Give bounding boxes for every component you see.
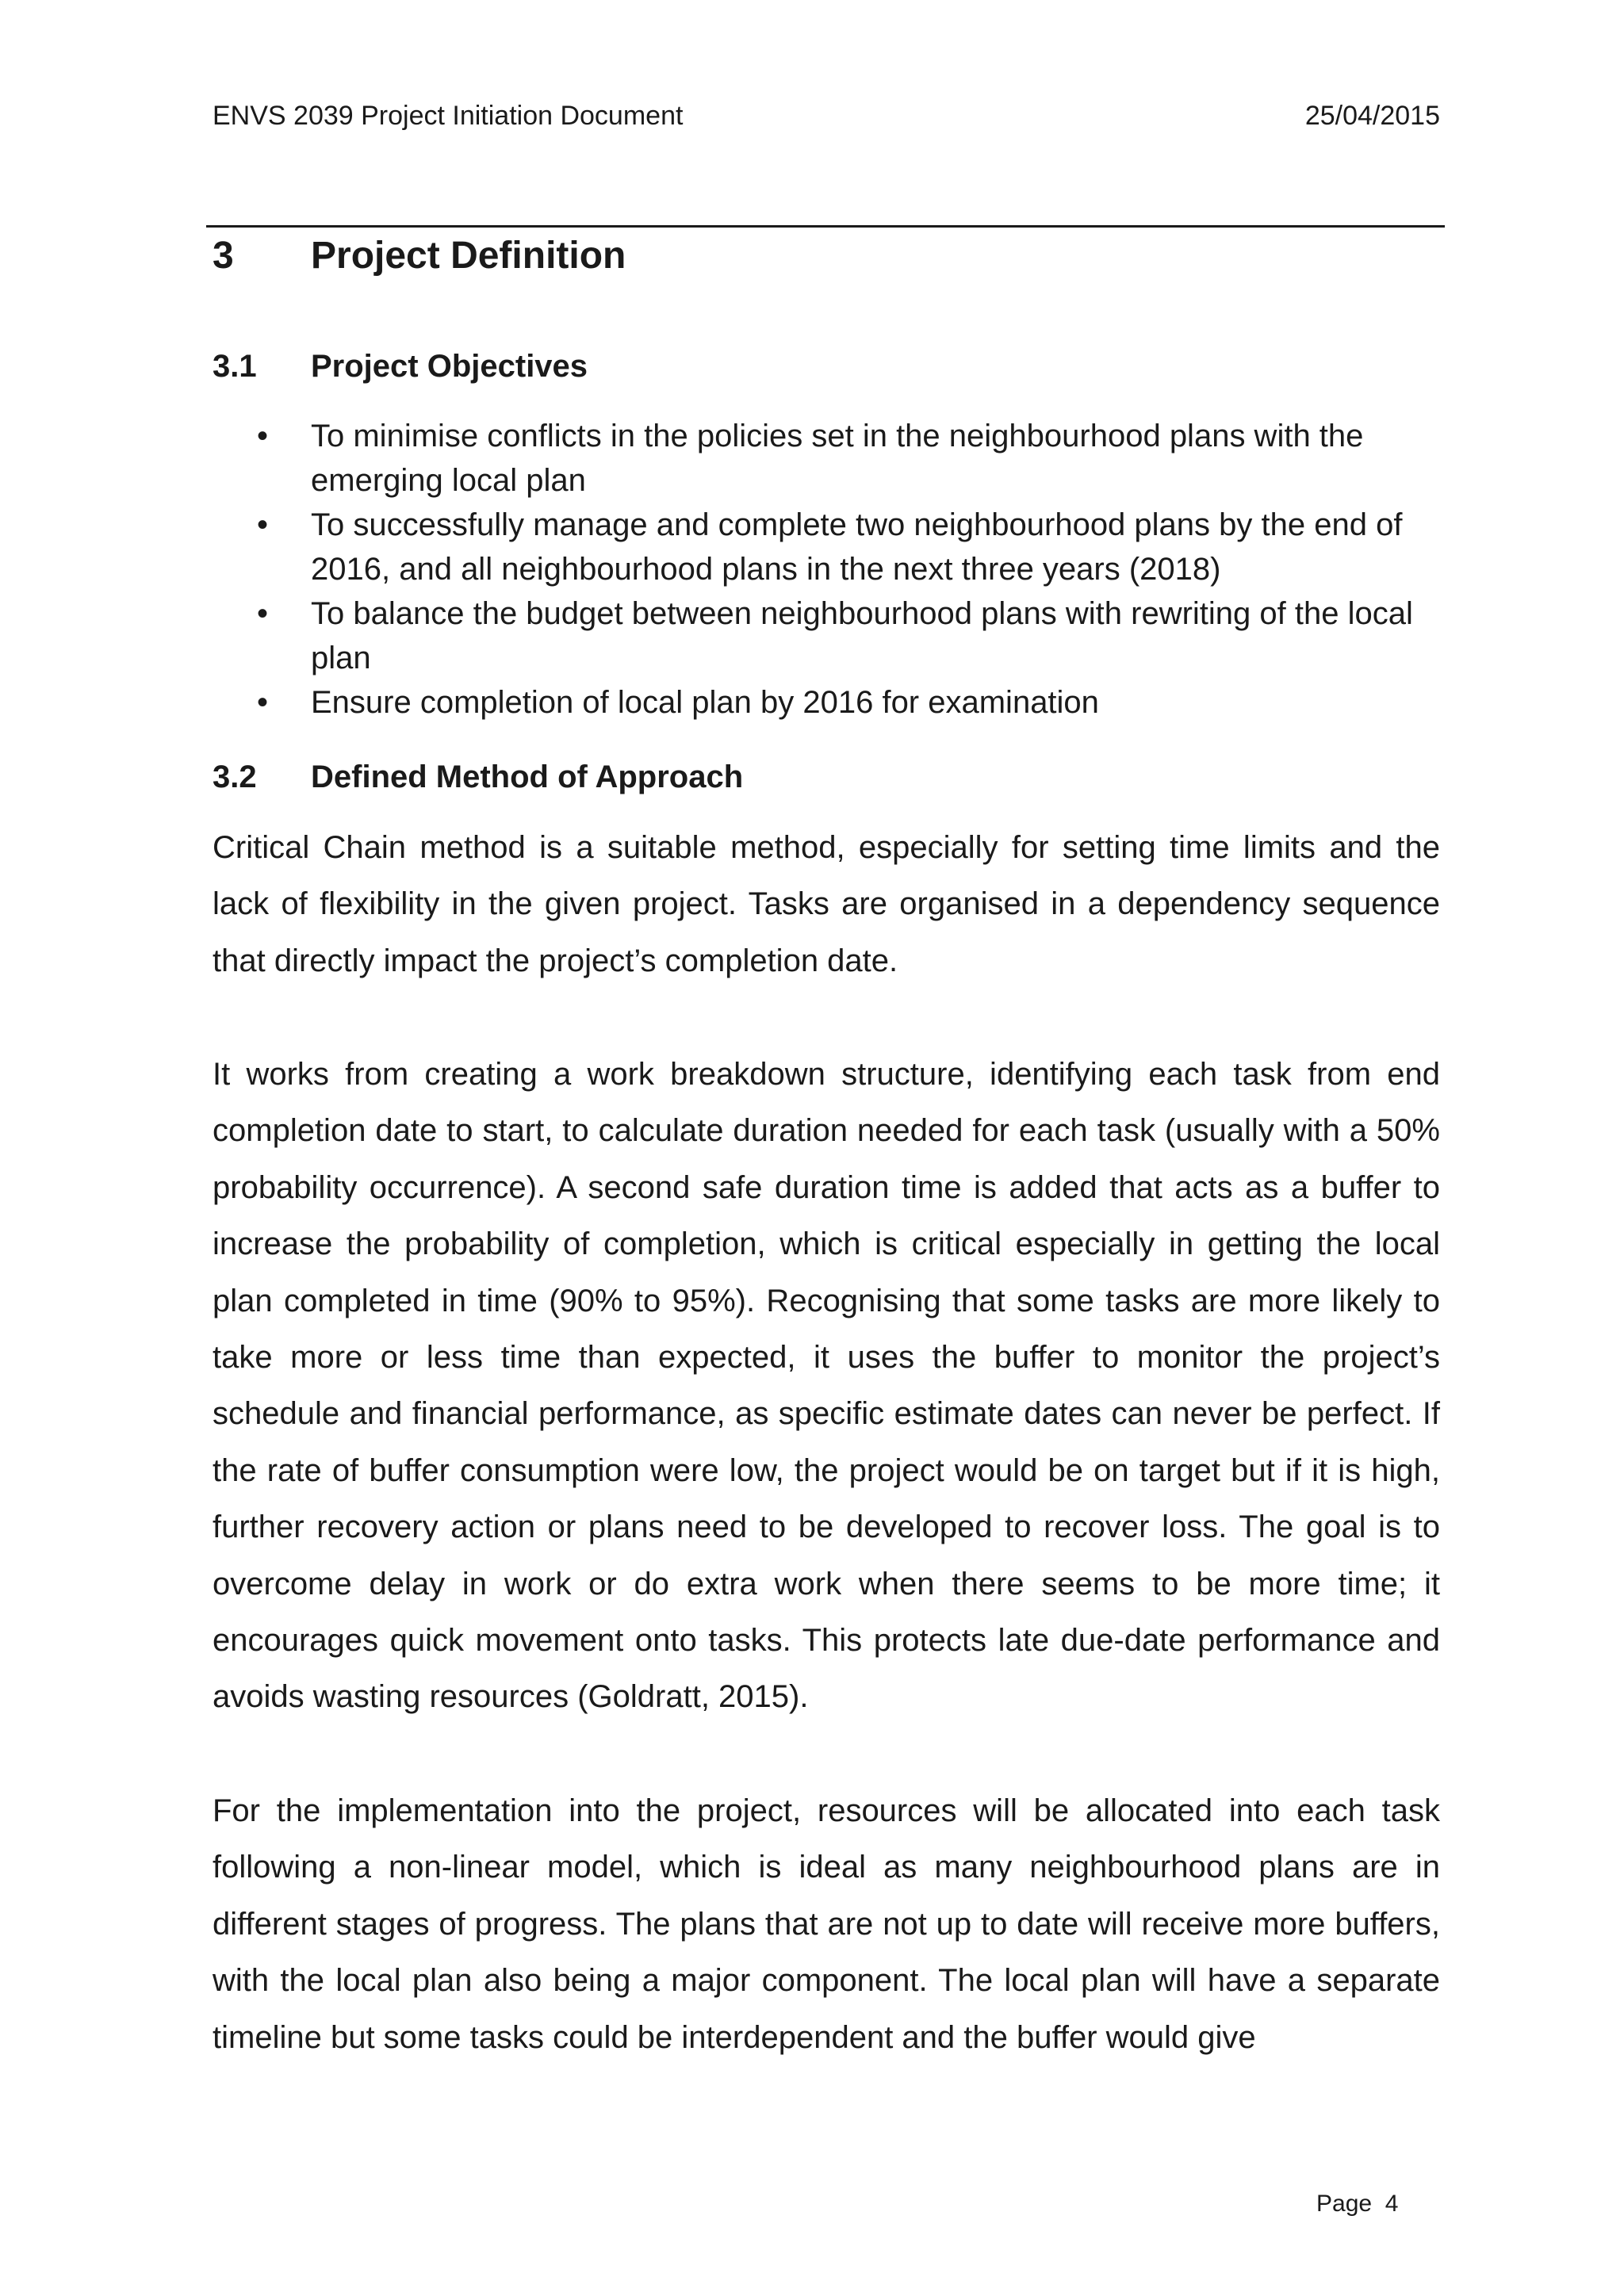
bullet-icon: •	[257, 507, 269, 542]
page-header	[213, 98, 1440, 133]
section-divider	[206, 225, 1445, 228]
list-item	[213, 591, 1440, 680]
list-item-text: To balance the budget between neighbourhood plans with rewriting of the local plan	[311, 596, 1413, 675]
list-item-text: To successfully manage and complete two neighbourhood plans by the end of 2016, and all neighbourhood plans in the next three years (2018)	[311, 507, 1403, 587]
list-item-text: To minimise conflicts in the policies set in the neighbourhood plans with the emerging local plan	[311, 419, 1364, 498]
page-number: Page 4	[1316, 2191, 1399, 2217]
subsection-title: Defined Method of Approach	[311, 760, 744, 794]
objectives-list	[213, 414, 1440, 725]
section-title: Project Definition	[311, 235, 626, 277]
bullet-icon: •	[257, 596, 269, 631]
list-item	[213, 414, 1440, 503]
list-item	[213, 680, 1440, 725]
paragraph: Critical Chain method is a suitable method, especially for setting time limits and the lack of flexibility in the given project. Tasks are organised in a dependency sequence that directly impact the project’s completion date.	[213, 830, 1440, 978]
subsection-number: 3.2	[213, 760, 257, 794]
paragraph: It works from creating a work breakdown structure, identifying each task from end completion date to start, to calculate duration needed for each task (usually with a 50% probability occurrence). A second safe duration time is added that acts as a buffer to increase the probability of completion, which is critical especially in getting the local plan completed in time (90% to 95%). Recognising that some tasks are more likely to take more or less time than expected, it uses the buffer to monitor the project’s schedule and financial performance, as specific estimate dates can never be perfect. If the rate of buffer consumption were low, the project would be on target but if it is high, further recovery action or plans need to be developed to recover loss. The goal is to overcome delay in work or do extra work when there seems to be more time; it encourages quick movement onto tasks. This protects late due-date performance and avoids wasting resources (Goldratt, 2015).	[213, 1057, 1440, 1715]
bullet-icon: •	[257, 419, 269, 453]
document-date: 25/04/2015	[1304, 101, 1440, 131]
paragraph: For the implementation into the project, resources will be allocated into each task following a non-linear model, which is ideal as many neighbourhood plans are in different stages of progress. The plans that are not up to date will receive more buffers, with the local plan also being a major component. The local plan will have a separate timeline but some tasks could be interdependent and the buffer would give	[213, 1793, 1440, 2055]
subsection-title: Project Objectives	[311, 349, 588, 384]
list-item-text: Ensure completion of local plan by 2016 for examination	[311, 685, 1099, 720]
document-title: ENVS 2039 Project Initiation Document	[213, 101, 684, 131]
bullet-icon: •	[257, 685, 269, 720]
list-item	[213, 503, 1440, 591]
section-number: 3	[213, 235, 234, 277]
subsection-number: 3.1	[213, 349, 257, 384]
